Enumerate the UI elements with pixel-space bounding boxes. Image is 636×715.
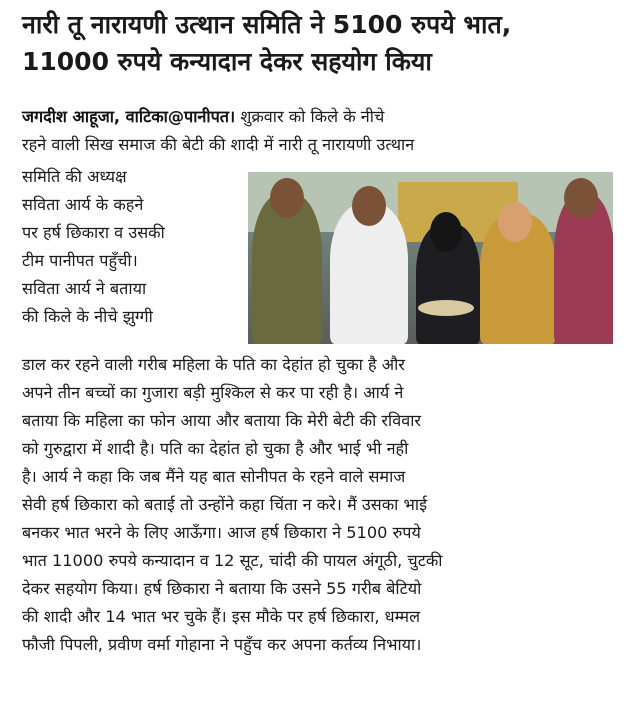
- person-1-head: [270, 178, 304, 218]
- person-2-head: [352, 186, 386, 226]
- article-line: अपने तीन बच्चों का गुजारा बड़ी मुश्किल से कर पा रही है। आर्य ने: [22, 383, 404, 402]
- article-line: को गुरुद्वारा में शादी है। पति का देहांत हो चुका है और भाई भी नही: [22, 439, 409, 458]
- article-line: है। आर्य ने कहा कि जब मैंने यह बात सोनीपत के रहने वाले समाज: [22, 467, 406, 486]
- person-5-head: [564, 178, 598, 218]
- article-text: शुक्रवार को किले के नीचे: [235, 107, 385, 126]
- article-line: फौजी पिपली, प्रवीण वर्मा गोहाना ने पहुँच कर अपना कर्तव्य निभाया।: [22, 635, 422, 654]
- article-line: की किले के नीचे झुग्गी: [22, 307, 153, 326]
- article-line: भात 11000 रुपये कन्यादान व 12 सूट, चांदी की पायल अंगूठी, चुटकी: [22, 551, 443, 570]
- byline: जगदीश आहूजा, वाटिका@पानीपत।: [22, 107, 236, 126]
- article-line: सविता आर्य ने बताया: [22, 279, 147, 298]
- article-line: बनकर भात भरने के लिए आऊँगा। आज हर्ष छिकारा ने 5100 रुपये: [22, 523, 421, 542]
- article-line: पर हर्ष छिकारा व उसकी: [22, 223, 165, 242]
- article-line: सविता आर्य के कहने: [22, 195, 144, 214]
- headline-line-2: 11000 रुपये कन्यादान देकर सहयोग किया: [22, 47, 432, 76]
- article-line: सेवी हर्ष छिकारा को बताई तो उन्होंने कहा चिंता न करे। मैं उसका भाई: [22, 495, 428, 514]
- headline: [22, 6, 622, 80]
- article-line: की शादी और 14 भात भर चुके हैं। इस मौके पर हर्ष छिकारा, धम्मल: [22, 607, 421, 626]
- person-4-head: [498, 202, 532, 242]
- article-line: बताया कि महिला का फोन आया और बताया कि मेरी बेटी की रविवार: [22, 411, 422, 430]
- gift-plate: [418, 300, 474, 316]
- person-3-head: [430, 212, 462, 252]
- news-photo: [248, 172, 613, 344]
- headline-line-1: नारी तू नारायणी उत्थान समिति ने 5100 रुपये भात,: [22, 10, 512, 39]
- article-line: डाल कर रहने वाली गरीब महिला के पति का देहांत हो चुका है और: [22, 355, 405, 374]
- article-line: टीम पानीपत पहुँची।: [22, 251, 138, 270]
- article-line: देकर सहयोग किया। हर्ष छिकारा ने बताया कि उसने 55 गरीब बेटियो: [22, 579, 422, 598]
- article-line: [22, 106, 384, 128]
- article-line: रहने वाली सिख समाज की बेटी की शादी में नारी तू नारायणी उत्थान: [22, 135, 415, 154]
- article-line: समिति की अध्यक्ष: [22, 167, 127, 186]
